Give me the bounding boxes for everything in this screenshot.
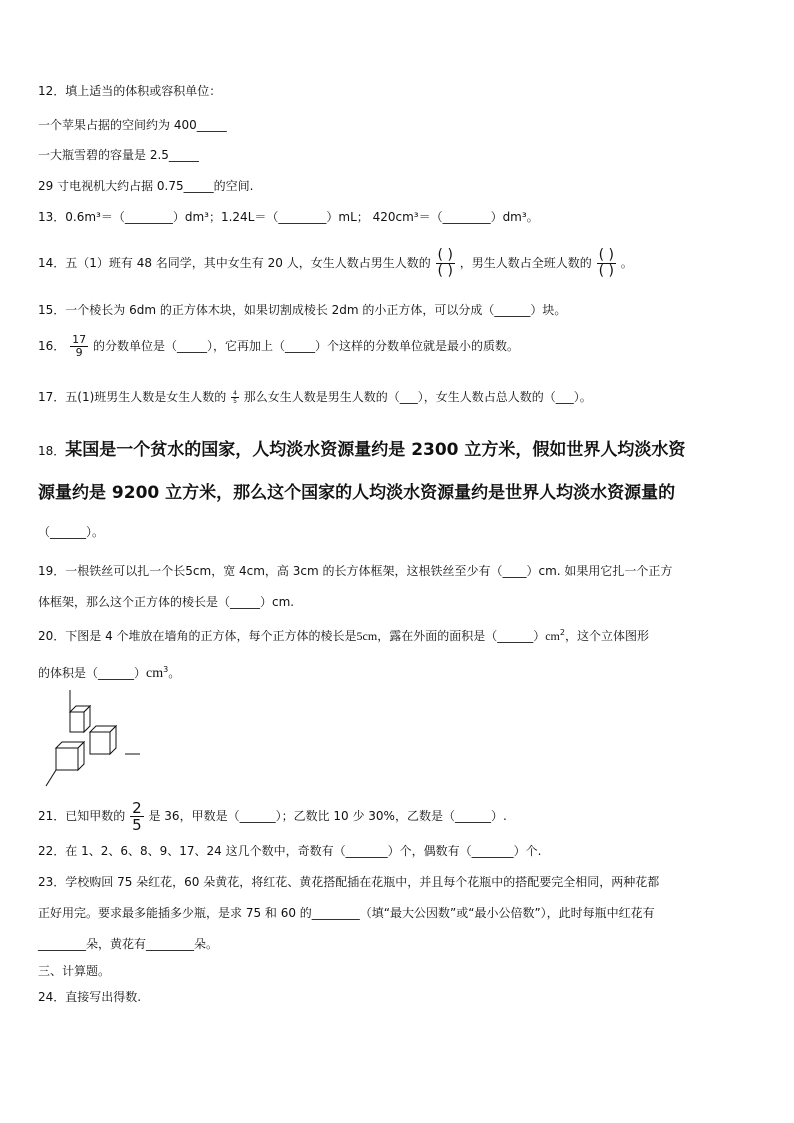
q17-fraction: $\frac{4}{5}$ [233,390,237,405]
q20-text-1a: 20．下图是 4 个堆放在墙角的正方体，每个正方体的棱长是 [38,629,357,643]
q20-line-1: 20．下图是 4 个堆放在墙角的正方体，每个正方体的棱长是5cm，露在外面的面积是$(\_\_\_\_\_\_)cm^2$，这个立体图形 [38,628,650,643]
q13-text: 13．0.6m³＝（________）dm³；1.24L＝（________）mL； 420cm³＝（________）dm³。 [38,210,539,224]
q18-text-1: 某国是一个贫水的国家，人均淡水资源量约是 2300 立方米，假如世界人均淡水资 [65,440,686,460]
q14-text-2: ，男生人数占全班人数的 [459,256,592,270]
q14-text-1: 14．五（1）班有 48 名同学，其中女生有 20 人，女生人数占男生人数的 [38,256,431,270]
q20-line-2: 的体积是$(\_\_\_\_\_\_)cm^3$。 [38,665,181,681]
q12-item-a: 一个苹果占据的空间约为 400_____ [38,118,227,132]
q23-text-2: 正好用完。要求最多能插多少瓶，是求 75 和 60 的________（填“最大公因数”或“最小公倍数”），此时每瓶中红花有 [38,906,655,920]
q17-text-1: 17．五(1)班男生人数是女生人数的 [38,390,227,404]
q19-text-1: 19．一根铁丝可以扎一个长5cm，宽 4cm，高 3cm 的长方体框架，这根铁丝至少有（____）cm. 如果用它扎一个正方 [38,564,673,578]
q20-unit-area: cm [545,629,560,643]
stacked-cubes-figure [40,690,150,790]
q12-item-c: 29 寸电视机大约占据 0.75_____的空间. [38,179,254,193]
section-title: 三、计算题。 [38,964,111,978]
q18-text-2: 源量约是 9200 立方米，那么这个国家的人均淡水资源量约是世界人均淡水资源量的 [38,483,676,503]
q24-text: 24．直接写出得数. [38,990,142,1004]
q18-line-1 [38,440,685,460]
q18-text-3: （______）。 [38,525,105,539]
q17-text-2: 那么女生人数是男生人数的（___），女生人数占总人数的（___）。 [243,390,592,404]
q12-item-b: 一大瓶雪碧的容量是 2.5_____ [38,148,199,162]
q20-unit-edge: 5cm [356,629,378,643]
q18-number: 18． [38,444,66,458]
q23-text-3: ________朵，黄花有________朵。 [38,937,219,951]
q21-text-2: 是 36，甲数是（______）；乙数比 10 少 30%，乙数是（______）. [148,809,507,823]
q20-text-2a: 的体积是（______） [38,666,147,680]
q14-fraction-blank-1: $\frac{( )}{( )}$ [437,247,453,279]
q14-text-3: 。 [620,256,633,270]
q16-line [38,330,519,362]
q16-number: 16． [38,339,66,353]
q14-fraction-blank-2: $\frac{( )}{( )}$ [598,247,614,279]
q22-text: 22．在 1、2、6、8、9、17、24 这几个数中，奇数有（_______）个，偶数有（_______）个. [38,844,542,858]
q21-line [38,800,507,833]
q15-text: 15．一个棱长为 6dm 的正方体木块，如果切割成棱长 2dm 的小正方体，可以分成（______）块。 [38,303,567,317]
q16-fraction: $\frac{17}{9}$ [72,333,87,359]
q21-text-1: 21．已知甲数的 [38,809,126,823]
q14-line [38,245,633,281]
q23-text-1: 23．学校购回 75 朵红花，60 朵黄花，将红花、黄花搭配插在花瓶中，并且每个花瓶中的搭配要完全相同，两种花都 [38,875,660,889]
q21-fraction: $\frac{2}{5}$ [132,799,142,834]
q20-text-1b: ，露在外面的面积是（______） [377,629,546,643]
q20-unit-volume: cm [146,666,164,681]
q16-text: 的分数单位是（_____），它再加上（_____）个这样的分数单位就是最小的质数。 [92,339,519,353]
q19-text-2: 体框架，那么这个正方体的棱长是（_____）cm. [38,595,295,609]
q20-text-1c: ，这个立体图形 [565,629,650,643]
q17-line [38,389,592,405]
q12-heading: 12．填上适当的体积或容积单位： [38,84,222,98]
